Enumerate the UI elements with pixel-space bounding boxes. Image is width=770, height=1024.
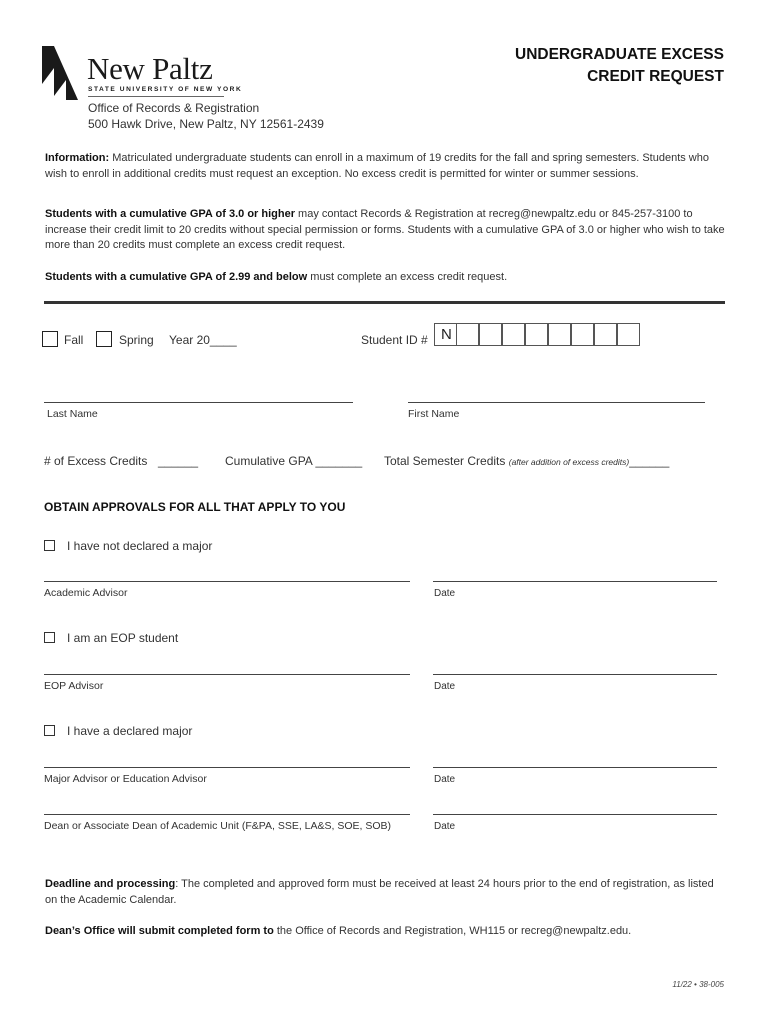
id-digit-cell[interactable] [525, 323, 548, 346]
info-text: Matriculated undergraduate students can enroll in a maximum of 19 credits for the fall and spring semesters. Students who wish to enroll in additional credits must request an exception. No excess credit is permitted for winter or summer sessions. [45, 152, 709, 180]
info-label: Information: [45, 152, 110, 164]
date-label: Date [434, 821, 456, 832]
gpa-high-text: may contact Records & Registration at recreg@newpaltz.edu or 845-257-3100 to increase their credit limit to 20 credits without special permission or forms. Students with a cumulative GPA of 3.0 or higher who wish to take more than 20 credits must complete an excess credit request. [45, 208, 725, 251]
total-credits-label: Total Semester Credits [384, 454, 506, 468]
excess-credits-label: # of Excess Credits [44, 454, 148, 468]
eop-advisor-date[interactable] [433, 674, 717, 675]
academic-advisor-label: Academic Advisor [44, 587, 128, 599]
approvals-heading: OBTAIN APPROVALS FOR ALL THAT APPLY TO YOU [44, 500, 346, 514]
title-line-2: CREDIT REQUEST [587, 68, 724, 85]
last-name-label: Last Name [47, 408, 98, 420]
id-digit-cell[interactable] [502, 323, 525, 346]
total-credits-blank: ______ [629, 454, 670, 468]
date-label: Date [434, 681, 456, 692]
new-paltz-logo-mark-icon [42, 46, 78, 100]
date-label: Date [434, 774, 456, 785]
total-credits-field[interactable] [384, 454, 669, 469]
major-advisor-label: Major Advisor or Education Advisor [44, 773, 207, 785]
id-digit-cell[interactable] [456, 323, 479, 346]
student-id-label: Student ID # [361, 333, 428, 347]
cumulative-gpa-field[interactable]: Cumulative GPA _______ [225, 454, 363, 468]
fall-label: Fall [64, 333, 84, 347]
last-name-input[interactable] [44, 402, 353, 403]
gpa-low-text: must complete an excess credit request. [307, 271, 508, 283]
no-major-label: I have not declared a major [67, 539, 213, 553]
submission-text: the Office of Records and Registration, WH115 or recreg@newpaltz.edu. [273, 925, 632, 937]
gpa-low-label: Students with a cumulative GPA of 2.99 and below [45, 271, 308, 283]
eop-student-checkbox[interactable] [44, 632, 55, 643]
office-line-1: Office of Records & Registration [88, 101, 260, 115]
total-credits-note: (after addition of excess credits) [508, 457, 630, 467]
id-digit-cell[interactable] [594, 323, 617, 346]
declared-major-label: I have a declared major [67, 724, 193, 738]
submission-label: Dean’s Office will submit completed form to [45, 925, 274, 937]
dean-label: Dean or Associate Dean of Academic Unit (F&PA, SSE, LA&S, SOE, SOB) [44, 820, 392, 832]
eop-student-label: I am an EOP student [67, 631, 179, 645]
academic-advisor-signature[interactable] [44, 581, 410, 582]
excess-credits-field[interactable]: ______ [158, 454, 199, 468]
section-divider [44, 301, 725, 304]
office-address [88, 101, 324, 132]
logo-rule [88, 96, 224, 97]
first-name-input[interactable] [408, 402, 705, 403]
id-digit-cell[interactable] [548, 323, 571, 346]
first-name-label: First Name [408, 408, 460, 420]
id-prefix: N [441, 326, 452, 343]
spring-label: Spring [119, 333, 154, 347]
dean-signature[interactable] [44, 814, 410, 815]
year-field[interactable]: Year 20____ [169, 333, 237, 347]
date-label: Date [434, 588, 456, 599]
no-major-checkbox[interactable] [44, 540, 55, 551]
office-line-2: 500 Hawk Drive, New Paltz, NY 12561-2439 [88, 116, 324, 131]
form-code: 11/22 • 38-005 [672, 980, 724, 989]
declared-major-checkbox[interactable] [44, 725, 55, 736]
form-title [515, 44, 724, 88]
gpa-high-paragraph [45, 207, 725, 254]
eop-advisor-label: EOP Advisor [44, 680, 104, 692]
id-digit-cell[interactable] [617, 323, 640, 346]
major-advisor-signature[interactable] [44, 767, 410, 768]
deadline-label: Deadline and processing [45, 878, 176, 890]
submission-paragraph [45, 924, 725, 940]
id-digit-cell[interactable] [571, 323, 594, 346]
gpa-low-paragraph [45, 270, 725, 286]
logo-subtitle: STATE UNIVERSITY OF NEW YORK [88, 86, 243, 93]
deadline-paragraph [45, 877, 725, 908]
student-id-field[interactable] [434, 323, 640, 346]
academic-advisor-date[interactable] [433, 581, 717, 582]
title-line-1: UNDERGRADUATE EXCESS [515, 46, 724, 63]
dean-date[interactable] [433, 814, 717, 815]
gpa-high-label: Students with a cumulative GPA of 3.0 or higher [45, 208, 295, 220]
spring-checkbox[interactable] [96, 331, 112, 347]
deadline-text: : The completed and approved form must be received at least 24 hours prior to the end of registration, as listed on the Academic Calendar. [45, 878, 714, 906]
fall-checkbox[interactable] [42, 331, 58, 347]
id-prefix-cell [434, 323, 457, 346]
major-advisor-date[interactable] [433, 767, 717, 768]
info-paragraph [45, 151, 725, 182]
eop-advisor-signature[interactable] [44, 674, 410, 675]
id-digit-cell[interactable] [479, 323, 502, 346]
logo-name: New Paltz [87, 51, 213, 86]
